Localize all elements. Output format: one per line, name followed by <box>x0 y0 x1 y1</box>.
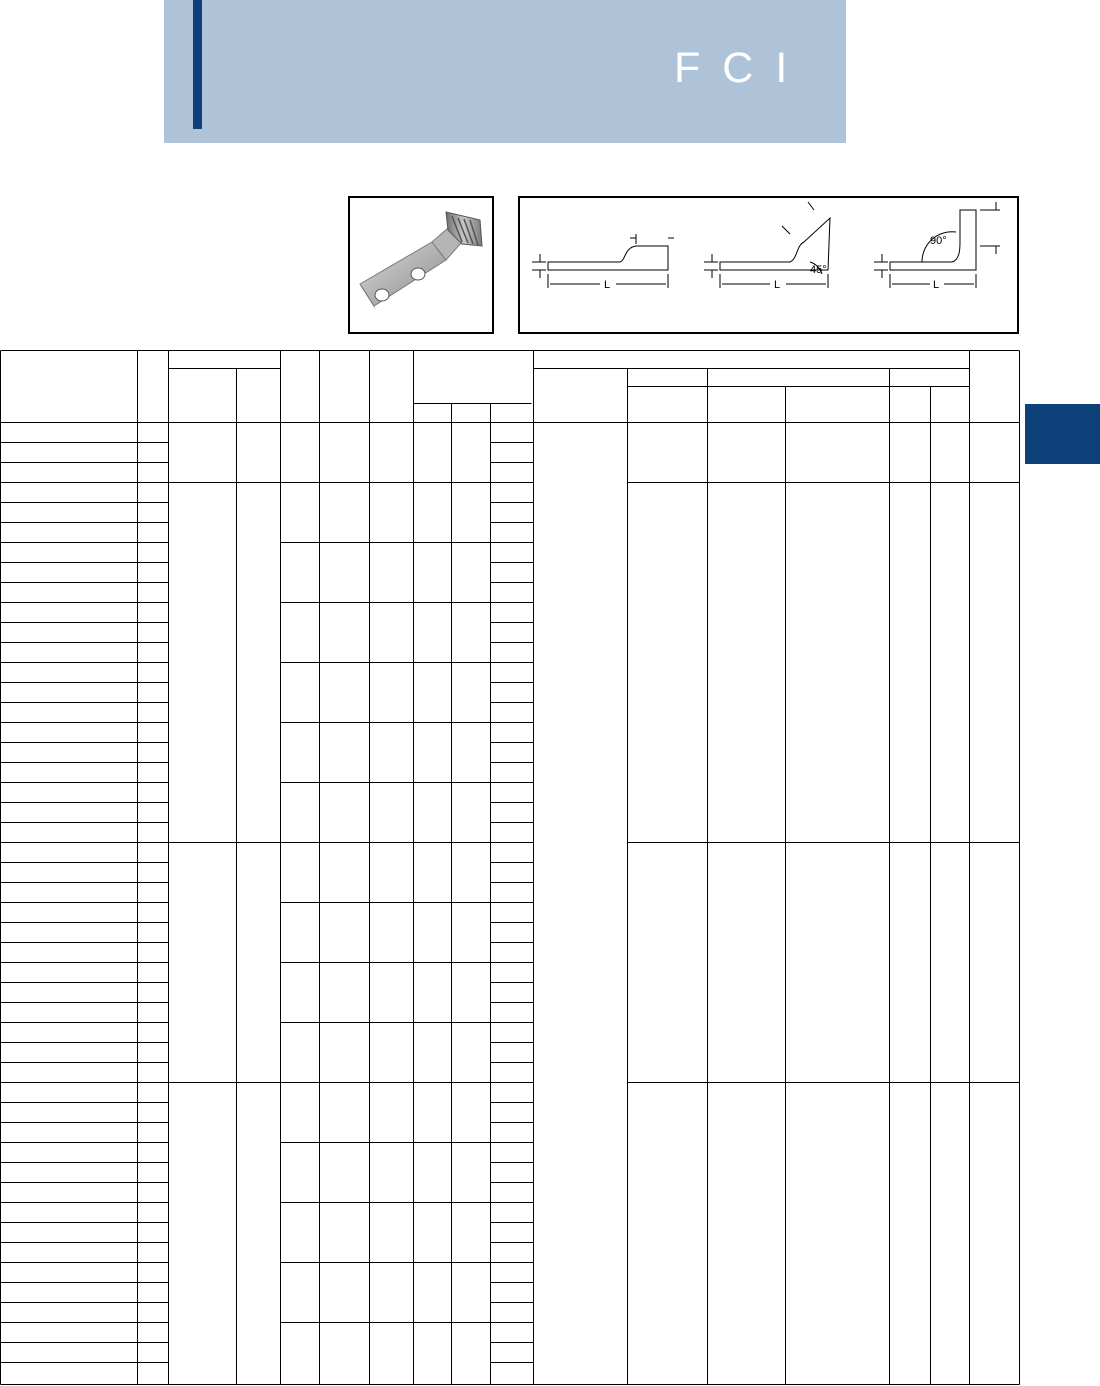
dimension-label-l-2: L <box>774 279 781 291</box>
angle-label-90: 90° <box>930 235 947 247</box>
dimension-label-l-1: L <box>604 279 611 291</box>
dimension-label-l-3: L <box>933 279 940 291</box>
brand-logo: FCI <box>674 44 810 92</box>
angle-label-45: 45° <box>810 264 827 276</box>
